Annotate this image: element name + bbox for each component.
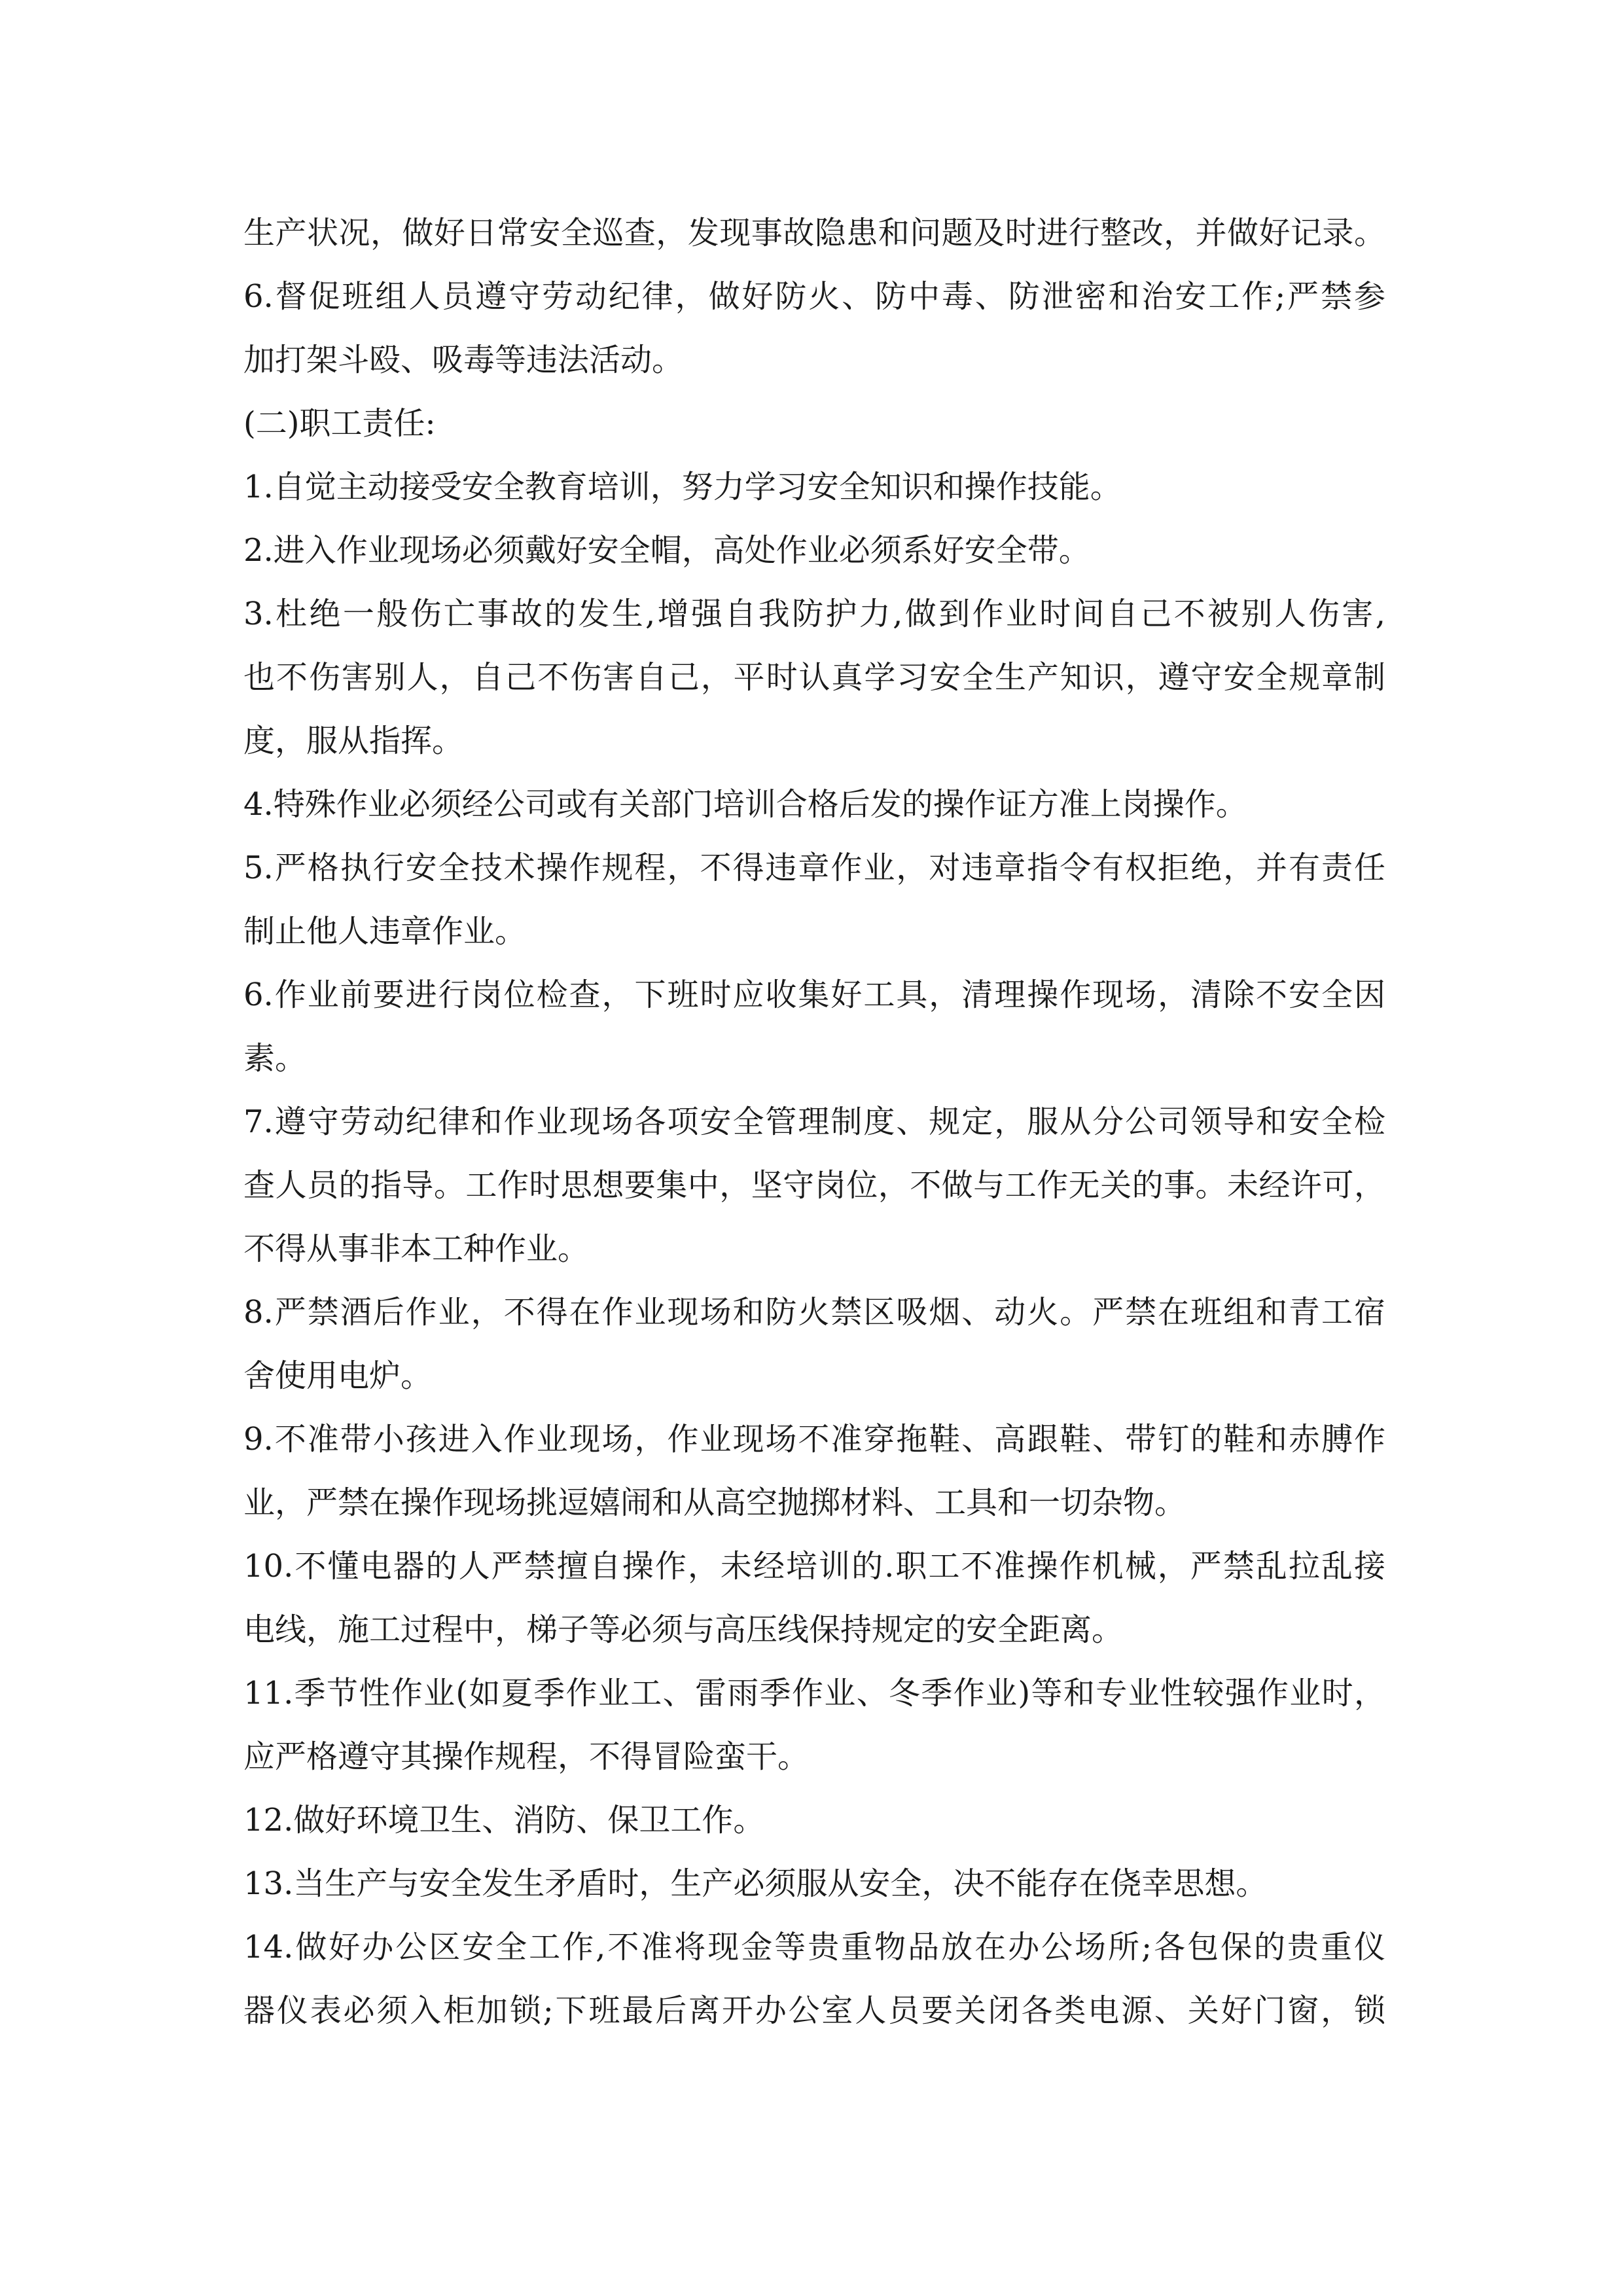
text-line: 应严格遵守其操作规程，不得冒险蛮干。	[243, 1738, 810, 1775]
text-line: (二)职工责任:	[243, 405, 436, 442]
text-line: 11.季节性作业(如夏季作业工、雷雨季作业、冬季作业)等和专业性较强作业时，	[243, 1675, 1385, 1712]
text-line: 1.自觉主动接受安全教育培训，努力学习安全知识和操作技能。	[243, 469, 1122, 505]
text-line: 6.督促班组人员遵守劳动纪律，做好防火、防中毒、防泄密和治安工作;严禁参	[243, 278, 1385, 315]
text-line: 6.作业前要进行岗位检查，下班时应收集好工具，清理操作现场，清除不安全因	[243, 977, 1385, 1013]
text-line: 12.做好环境卫生、消防、保卫工作。	[243, 1802, 765, 1839]
text-line: 也不伤害别人，自己不伤害自己，平时认真学习安全生产知识，遵守安全规章制	[243, 659, 1385, 696]
text-line: 查人员的指导。工作时思想要集中，坚守岗位，不做与工作无关的事。未经许可，	[243, 1167, 1385, 1204]
text-line: 7.遵守劳动纪律和作业现场各项安全管理制度、规定，服从分公司领导和安全检	[243, 1103, 1385, 1140]
text-line: 14.做好办公区安全工作,不准将现金等贵重物品放在办公场所;各包保的贵重仪	[243, 1929, 1385, 1965]
text-line: 器仪表必须入柜加锁;下班最后离开办公室人员要关闭各类电源、关好门窗，锁	[243, 1992, 1385, 2029]
text-line: 生产状况，做好日常安全巡查，发现事故隐患和问题及时进行整改，并做好记录。	[243, 215, 1385, 251]
text-line: 5.严格执行安全技术操作规程，不得违章作业，对违章指令有权拒绝，并有责任	[243, 850, 1385, 886]
text-line: 加打架斗殴、吸毒等违法活动。	[243, 342, 684, 378]
text-line: 3.杜绝一般伤亡事故的发生,增强自我防护力,做到作业时间自己不被别人伤害,	[243, 596, 1385, 632]
document-body	[243, 202, 1385, 2043]
text-line: 9.不准带小孩进入作业现场，作业现场不准穿拖鞋、高跟鞋、带钉的鞋和赤膊作	[243, 1421, 1385, 1458]
text-line: 舍使用电炉。	[243, 1357, 433, 1394]
text-line: 4.特殊作业必须经公司或有关部门培训合格后发的操作证方准上岗操作。	[243, 786, 1247, 823]
text-line: 13.当生产与安全发生矛盾时，生产必须服从安全，决不能存在侥幸思想。	[243, 1865, 1268, 1902]
text-line: 素。	[243, 1040, 307, 1077]
text-line: 制止他人违章作业。	[243, 913, 527, 950]
text-line: 不得从事非本工种作业。	[243, 1230, 590, 1267]
text-line: 度，服从指挥。	[243, 723, 464, 759]
text-line: 业，严禁在操作现场挑逗嬉闹和从高空抛掷材料、工具和一切杂物。	[243, 1484, 1186, 1521]
text-line: 10.不懂电器的人严禁擅自操作，未经培训的.职工不准操作机械，严禁乱拉乱接	[243, 1548, 1385, 1585]
text-line: 8.严禁酒后作业，不得在作业现场和防火禁区吸烟、动火。严禁在班组和青工宿	[243, 1294, 1385, 1331]
text-line: 2.进入作业现场必须戴好安全帽，高处作业必须系好安全带。	[243, 532, 1090, 569]
text-line: 电线，施工过程中，梯子等必须与高压线保持规定的安全距离。	[243, 1611, 1124, 1648]
